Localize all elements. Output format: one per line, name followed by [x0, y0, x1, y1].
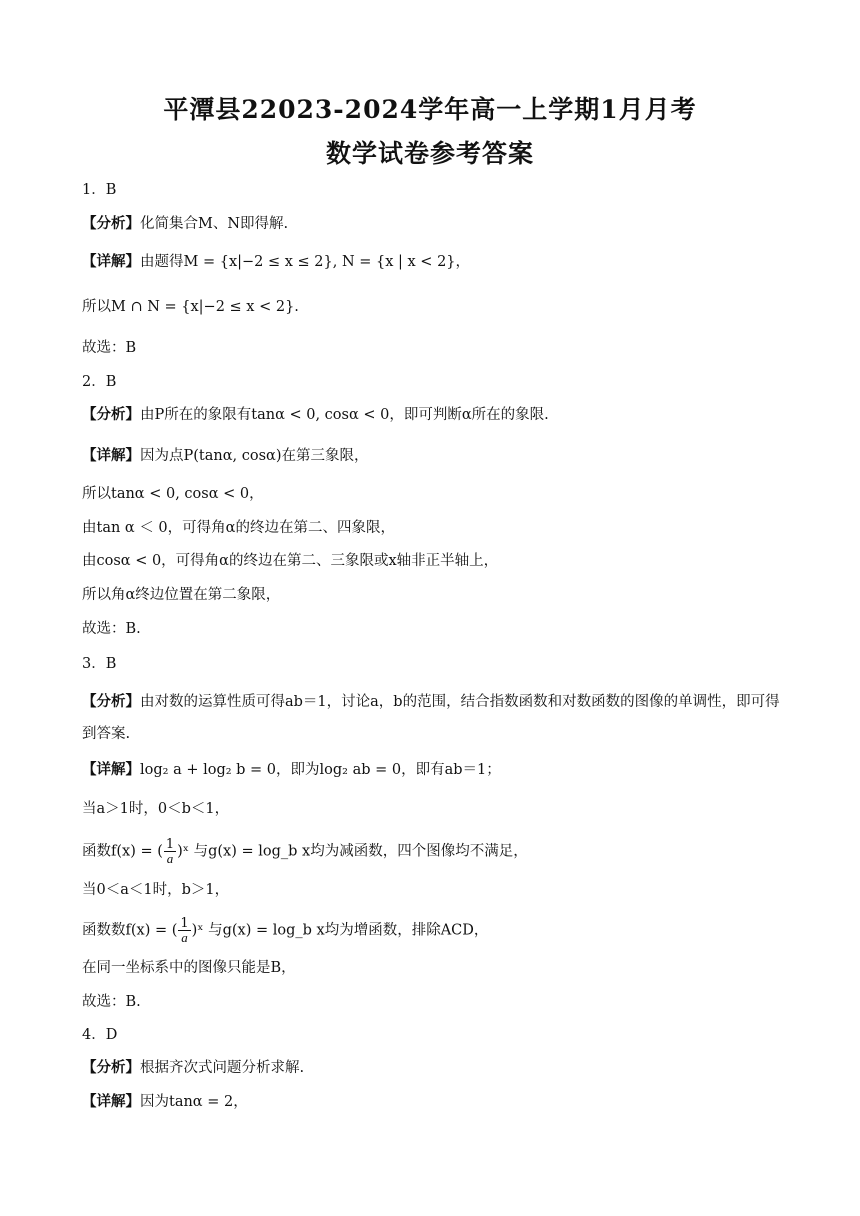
q2-line3: 由cosα < 0，可得角α的终边在第二、三象限或x轴非正半轴上， [82, 553, 499, 569]
q3-answer: 故选：B. [82, 994, 141, 1010]
q2-answer: 故选：B. [82, 621, 141, 637]
q3-analysis-text: 由对数的运算性质可得ab＝1，讨论a，b的范围，结合指数函数和对数函数的图像的单调性，即可得到答案. [82, 694, 780, 742]
fraction-numerator: 1 [165, 837, 175, 852]
detail-tag: 【详解】 [82, 1093, 140, 1110]
q1-detail-text: 由题得M = {x|−2 ≤ x ≤ 2}, N = {x | x < 2}， [140, 254, 471, 270]
page-subtitle: 数学试卷参考答案 [325, 139, 534, 168]
q2-analysis-text: 由P所在的象限有tanα < 0, cosα < 0，即可判断α所在的象限. [140, 407, 549, 423]
q3-line5: 在同一坐标系中的图像只能是B， [82, 960, 296, 976]
q2-line2: 由tan α ＜ 0，可得角α的终边在第二、四象限， [82, 520, 395, 536]
q4-number: 4．D [82, 1027, 118, 1043]
q2-analysis [82, 405, 782, 425]
q1-detail [82, 252, 782, 272]
q3-line2-post: )ˣ 与g(x) = log_b x均为减函数，四个图像均不满足， [177, 843, 528, 860]
page-title: 平潭县22023-2024学年高一上学期1月月考 [163, 95, 697, 124]
q4-analysis-text: 根据齐次式问题分析求解. [140, 1060, 305, 1076]
fraction-denominator: a [166, 851, 174, 866]
fraction-numerator: 1 [180, 916, 189, 931]
q3-detail [82, 760, 782, 780]
q4-detail-text: 因为tanα = 2， [140, 1094, 248, 1110]
q2-line4: 所以角α终边位置在第二象限， [82, 587, 281, 603]
q3-line1: 当a＞1时，0＜b＜1， [82, 801, 230, 817]
fraction-denominator: a [181, 930, 188, 945]
q2-number: 2．B [82, 374, 117, 390]
q3-analysis [82, 686, 782, 750]
q3-line2 [82, 838, 782, 865]
q4-detail [82, 1092, 782, 1112]
q1-line2: 所以M ∩ N = {x|−2 ≤ x < 2}. [82, 299, 299, 315]
q1-number: 1．B [82, 182, 117, 198]
q2-detail-text: 因为点P(tanα, cosα)在第三象限， [140, 448, 369, 464]
analysis-tag: 【分析】 [82, 406, 140, 423]
q3-line4 [82, 917, 782, 944]
detail-tag: 【详解】 [82, 253, 140, 270]
detail-tag: 【详解】 [82, 447, 140, 464]
q3-line2-pre: 函数f(x) = ( [82, 843, 163, 860]
fraction [164, 838, 176, 865]
analysis-tag: 【分析】 [82, 215, 140, 232]
q4-analysis [82, 1058, 782, 1078]
q2-detail [82, 446, 782, 466]
q1-analysis [82, 214, 782, 234]
q3-line4-post: )ˣ 与g(x) = log_b x均为增函数，排除ACD， [191, 922, 489, 939]
q3-detail-text: log₂ a + log₂ b = 0，即为log₂ ab = 0，即有ab＝1； [140, 762, 501, 778]
analysis-tag: 【分析】 [82, 1059, 140, 1076]
detail-tag: 【详解】 [82, 761, 140, 778]
analysis-tag: 【分析】 [82, 693, 140, 710]
q3-line3: 当0＜a＜1时，b＞1， [82, 882, 230, 898]
q2-line1: 所以tanα < 0, cosα < 0， [82, 486, 264, 502]
q3-line4-pre: 函数数f(x) = ( [82, 922, 178, 939]
q1-analysis-text: 化简集合M、N即得解. [140, 216, 289, 232]
q1-answer: 故选：B [82, 340, 137, 356]
q3-number: 3．B [82, 656, 117, 672]
fraction [178, 917, 190, 944]
